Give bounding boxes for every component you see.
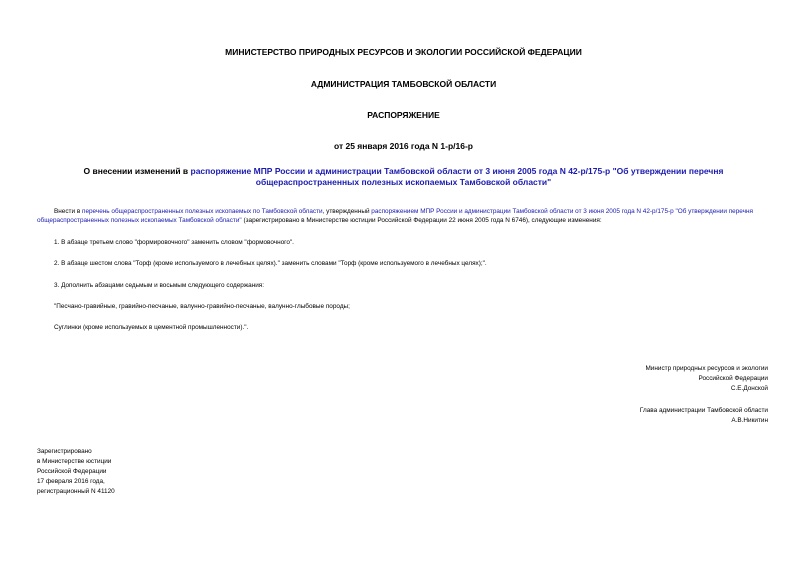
governor-name: А.В.Никитин: [731, 417, 768, 424]
governor-title: Глава администрации Тамбовской области: [639, 407, 768, 414]
registration-line: Зарегистрировано: [37, 448, 92, 455]
quoted-paragraph-1: "Песчано-гравийные, гравийно-песчаные, валунно-гравийно-песчаные, валунно-глыбовые породы;: [54, 303, 350, 310]
registration-line: регистрационный N 41120: [37, 488, 115, 495]
subject-prefix: О внесении изменений в: [83, 166, 191, 176]
date-number-heading: от 25 января 2016 года N 1-р/16-р: [333, 141, 473, 151]
document-subject: [60, 166, 747, 188]
registration-block: [37, 447, 115, 497]
subject-order-link[interactable]: распоряжение МПР России и администрации Тамбовской области от 3 июня 2005 года N 42-р/175-р "Об утверждении перечня общераспространенных полезных ископаемых Тамбовской области": [190, 166, 724, 187]
intro-text-2: , утвержденный: [322, 208, 372, 215]
quoted-paragraph-2: Суглинки (кроме используемых в цементной промышленности).".: [54, 324, 249, 331]
minister-name: С.Е.Донской: [730, 385, 768, 392]
minister-title-cont: Российской Федерации: [698, 375, 768, 382]
registration-line: в Министерстве юстиции: [37, 458, 112, 465]
amendment-item-2: 2. В абзаце шестом слова "Торф (кроме используемого в лечебных целях)." заменить словами "Торф (кроме используемого в лечебных целях);".: [54, 260, 487, 267]
minister-title: Министр природных ресурсов и экологии: [645, 365, 768, 372]
order-link[interactable]: распоряжением МПР России и администрации Тамбовской области от 3 июня 2005 года N 42-р/175-р "Об утверждении перечня общераспространенных полезных ископаемых Тамбовской области": [37, 208, 753, 224]
intro-text-1: Внести в: [54, 208, 82, 215]
minerals-list-link[interactable]: перечень общераспространенных полезных ископаемых по Тамбовской области: [81, 208, 323, 215]
ministry-heading: МИНИСТЕРСТВО ПРИРОДНЫХ РЕСУРСОВ И ЭКОЛОГИИ РОССИЙСКОЙ ФЕДЕРАЦИИ: [225, 47, 582, 57]
governor-signature: [640, 406, 768, 426]
registration-line: Российской Федерации: [37, 468, 107, 475]
registration-line: 17 февраля 2016 года,: [37, 478, 105, 485]
administration-heading: АДМИНИСТРАЦИЯ ТАМБОВСКОЙ ОБЛАСТИ: [310, 79, 497, 89]
minister-signature: [645, 364, 768, 394]
amendment-item-1: 1. В абзаце третьем слово "формировочного" заменить словом "формовочного".: [54, 239, 294, 246]
document-type-heading: РАСПОРЯЖЕНИЕ: [367, 110, 440, 120]
intro-text-3: (зарегистрировано в Министерстве юстиции Российской Федерации 22 июня 2005 года N 6746), следующие изменения:: [241, 216, 602, 224]
intro-paragraph: [37, 208, 772, 225]
amendment-item-3: 3. Дополнить абзацами седьмым и восьмым следующего содержания:: [54, 282, 265, 289]
